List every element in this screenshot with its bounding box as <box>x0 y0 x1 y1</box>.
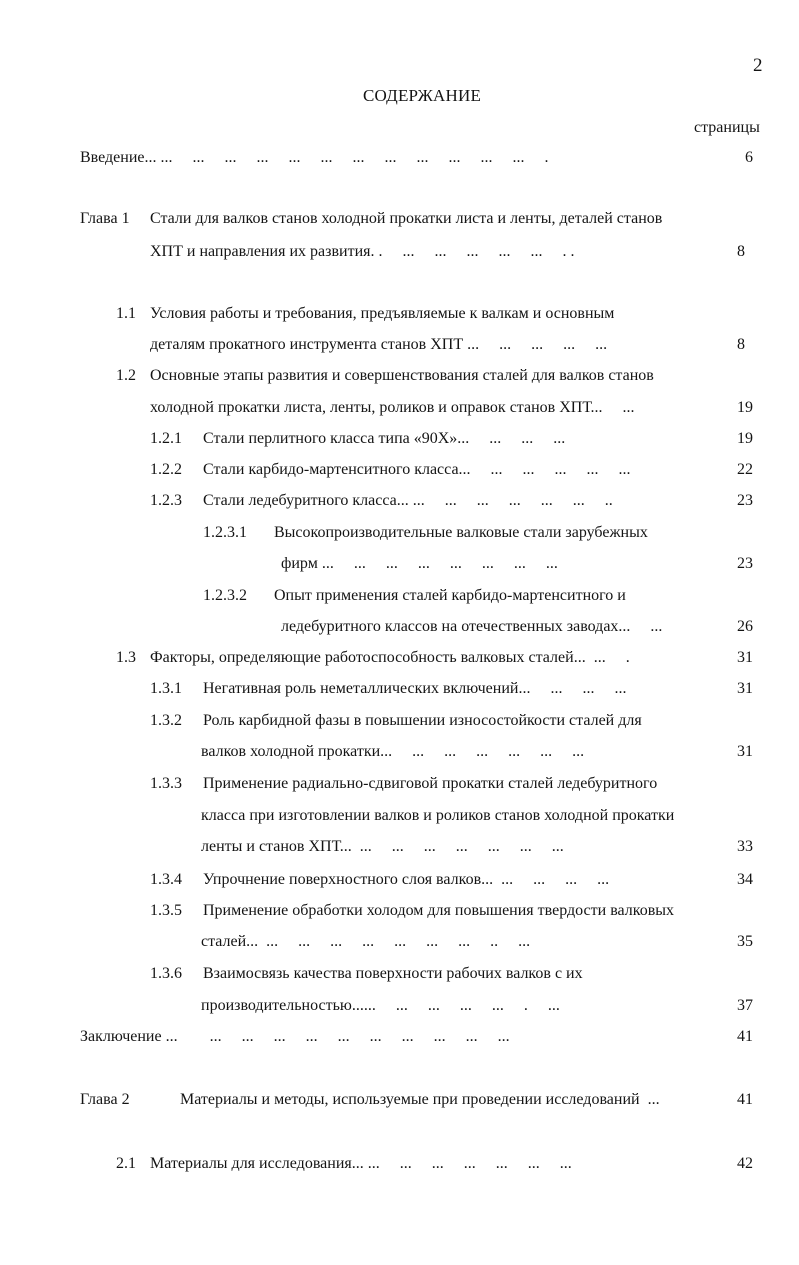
toc-entry-page: 19 <box>737 399 753 416</box>
toc-entry-text: фирм ... ... ... ... ... ... ... ... <box>281 555 558 572</box>
toc-entry-text: производительностью...... ... ... ... ... . ... <box>201 997 560 1014</box>
toc-entry-text: Упрочнение поверхностного слоя валков... ... ... ... ... <box>203 871 610 888</box>
toc-entry-text: ленты и станов ХПТ... ... ... ... ... ... ... ... <box>201 838 564 855</box>
toc-entry-number: 1.3.4 <box>150 871 182 888</box>
toc-entry-page: 23 <box>737 555 753 572</box>
toc-entry-page: 6 <box>745 149 753 166</box>
toc-entry-text: класса при изготовлении валков и роликов станов холодной прокатки <box>201 807 675 824</box>
toc-entry-number: 1.3.6 <box>150 965 182 982</box>
toc-entry-number: 2.1 <box>116 1155 136 1172</box>
toc-entry-number: 1.1 <box>116 305 136 322</box>
page-title: СОДЕРЖАНИЕ <box>363 86 482 105</box>
toc-entry-number: Глава 2 <box>80 1091 130 1108</box>
toc-entry-text: деталям прокатного инструмента станов ХПТ ... ... ... ... ... <box>150 336 608 353</box>
toc-entry-page: 22 <box>737 461 753 478</box>
toc-entry-page: 33 <box>737 838 753 855</box>
toc-entry-text: ХПТ и направления их развития. . ... ... ... ... ... . . <box>150 243 575 260</box>
toc-entry-text: Роль карбидной фазы в повышении износостойкости сталей для <box>203 712 642 729</box>
page-number: 2 <box>753 55 763 76</box>
toc-entry-text: Применение обработки холодом для повышения твердости валковых <box>203 902 675 919</box>
toc-entry-text: Стали карбидо-мартенситного класса... ... ... ... ... ... <box>203 461 631 478</box>
toc-entry-number: 1.2.1 <box>150 430 182 447</box>
toc-entry-text: Заключение ... ... ... ... ... ... ... ... ... ... ... <box>80 1028 510 1045</box>
toc-entry-text: Материалы для исследования... ... ... ... ... ... ... ... <box>150 1155 572 1172</box>
toc-entry-number: 1.2.3 <box>150 492 182 509</box>
toc-entry-page: 8 <box>737 336 745 353</box>
toc-entry-text: Материалы и методы, используемые при проведении исследований ... <box>180 1091 660 1108</box>
toc-entry-page: 37 <box>737 997 753 1014</box>
toc-entry-text: Стали перлитного класса типа «90Х»... ... ... ... <box>203 430 566 447</box>
toc-entry-number: 1.3.5 <box>150 902 182 919</box>
toc-entry-number: 1.2.3.1 <box>203 524 247 541</box>
toc-entry-page: 31 <box>737 743 753 760</box>
toc-entry-text: ледебуритного классов на отечественных заводах... ... <box>281 618 663 635</box>
toc-entry-text: Применение радиально-сдвиговой прокатки сталей ледебуритного <box>203 775 658 792</box>
toc-entry-text: Стали ледебуритного класса... ... ... ... ... ... ... .. <box>203 492 613 509</box>
toc-entry-page: 23 <box>737 492 753 509</box>
toc-entry-page: 42 <box>737 1155 753 1172</box>
toc-entry-page: 31 <box>737 649 753 666</box>
toc-entry-text: Основные этапы развития и совершенствования сталей для валков станов <box>150 367 654 384</box>
toc-entry-page: 41 <box>737 1028 753 1045</box>
toc-entry-text: Высокопроизводительные валковые стали зарубежных <box>274 524 648 541</box>
toc-entry-number: 1.2.2 <box>150 461 182 478</box>
toc-entry-page: 41 <box>737 1091 753 1108</box>
toc-entry-number: 1.3.1 <box>150 680 182 697</box>
toc-entry-page: 19 <box>737 430 753 447</box>
toc-entry-number: 1.2.3.2 <box>203 587 247 604</box>
toc-entry-page: 31 <box>737 680 753 697</box>
toc-entry-page: 35 <box>737 933 753 950</box>
toc-entry-number: 1.2 <box>116 367 136 384</box>
toc-entry-text: Негативная роль неметаллических включений... ... ... ... <box>203 680 627 697</box>
toc-entry-page: 34 <box>737 871 753 888</box>
toc-entry-text: Факторы, определяющие работоспособность валковых сталей... ... . <box>150 649 630 666</box>
toc-entry-text: Стали для валков станов холодной прокатки листа и ленты, деталей станов <box>150 210 663 227</box>
toc-entry-text: холодной прокатки листа, ленты, роликов и оправок станов ХПТ... ... <box>150 399 635 416</box>
toc-entry-number: 1.3.3 <box>150 775 182 792</box>
toc-entry-number: 1.3.2 <box>150 712 182 729</box>
toc-entry-text: Условия работы и требования, предъявляемые к валкам и основным <box>150 305 615 322</box>
toc-entry-text: Опыт применения сталей карбидо-мартенситного и <box>274 587 626 604</box>
toc-entry-text: сталей... ... ... ... ... ... ... ... .. ... <box>201 933 531 950</box>
toc-entry-number: 1.3 <box>116 649 136 666</box>
toc-entry-text: Взаимосвязь качества поверхности рабочих валков с их <box>203 965 583 982</box>
pages-column-header: страницы <box>694 119 760 136</box>
toc-entry-text: валков холодной прокатки... ... ... ... ... ... ... <box>201 743 585 760</box>
toc-entry-number: Глава 1 <box>80 210 130 227</box>
toc-entry-page: 26 <box>737 618 753 635</box>
toc-entry-page: 8 <box>737 243 745 260</box>
toc-entry-text: Введение... ... ... ... ... ... ... ... ... ... ... ... ... . <box>80 149 549 166</box>
